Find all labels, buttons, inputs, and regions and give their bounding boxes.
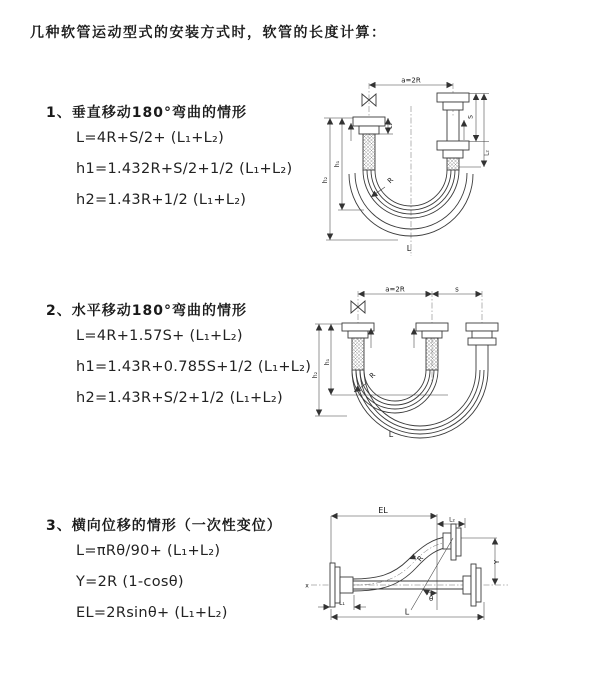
dim-label-l1: L₁ bbox=[387, 123, 394, 129]
dim-label-l: L bbox=[404, 607, 410, 617]
dim-label-l1: L₁ bbox=[339, 600, 345, 607]
angle-arc bbox=[423, 590, 437, 593]
page-title: 几种软管运动型式的安装方式时，软管的长度计算： bbox=[30, 25, 387, 41]
left-union-nut bbox=[342, 323, 374, 331]
section-vertical-180 bbox=[46, 102, 326, 208]
left-flange-plate bbox=[330, 563, 335, 607]
dim-label-l2: L₂ bbox=[449, 516, 455, 524]
right-collar-upper bbox=[443, 102, 463, 110]
el-extension-lines bbox=[331, 514, 465, 610]
dim-label-h1: h₁ bbox=[324, 358, 331, 366]
section-horizontal-180 bbox=[46, 300, 326, 406]
right-stub-fitting bbox=[443, 533, 451, 549]
formula-length: L=πRθ/90+ (L₁+L₂) bbox=[76, 543, 221, 559]
right-union-nut-upper bbox=[437, 93, 469, 102]
dim-label-el: EL bbox=[378, 506, 388, 515]
radius-label: R bbox=[415, 554, 426, 564]
left-collar bbox=[359, 126, 379, 134]
left-stub-fitting bbox=[340, 577, 353, 593]
right-collar bbox=[472, 331, 492, 338]
length-label: L bbox=[406, 244, 412, 253]
angle-label: θ bbox=[429, 595, 434, 603]
right-braided-hose bbox=[447, 158, 459, 170]
left-union-nut bbox=[353, 117, 385, 126]
dim-label-a2r: a=2R bbox=[401, 76, 421, 85]
dim-label-h2: h₂ bbox=[322, 176, 329, 184]
formula-h1: h1=1.43R+0.785S+1/2 (L₁+L₂) bbox=[76, 359, 312, 375]
right-pipe-tube bbox=[476, 345, 488, 370]
left-collar bbox=[348, 331, 368, 338]
diagram-horizontal-180-bend bbox=[303, 278, 600, 468]
formula-y: Y=2R (1-cosθ) bbox=[76, 574, 184, 590]
middle-collar bbox=[422, 331, 442, 338]
left-flange-plate-inner bbox=[335, 567, 340, 603]
diagram-lateral-displacement bbox=[295, 500, 600, 650]
dim-label-l2: L₂ bbox=[483, 150, 491, 156]
formula-el: EL=2Rsinθ+ (L₁+L₂) bbox=[76, 605, 228, 621]
section-3-heading: 3、横向位移的情形（一次性变位） bbox=[46, 518, 282, 534]
hose-u-bend-position-a bbox=[352, 370, 438, 413]
formula-h2: h2=1.43R+S/2+1/2 (L₁+L₂) bbox=[76, 390, 283, 406]
diagram-vertical-180-bend bbox=[312, 70, 592, 262]
section-1-heading: 1、垂直移动180°弯曲的情形 bbox=[46, 105, 247, 121]
dim-label-s: S bbox=[467, 115, 475, 119]
dim-label-h1: h₁ bbox=[334, 160, 341, 168]
right-union-nut-lower bbox=[437, 141, 469, 150]
dim-label-y: Y bbox=[493, 559, 501, 565]
right-union-nut bbox=[466, 323, 498, 331]
length-label: L bbox=[388, 430, 394, 439]
middle-braided-hose bbox=[426, 338, 438, 370]
centerline-mark: x bbox=[305, 582, 309, 590]
radius-label: R bbox=[386, 176, 396, 186]
right-flange-plate bbox=[451, 524, 456, 560]
left-braided-hose bbox=[352, 338, 364, 370]
formula-length: L=4R+S/2+ (L₁+L₂) bbox=[76, 130, 225, 146]
hose-displaced-position bbox=[353, 537, 451, 591]
section-2-heading: 2、水平移动180°弯曲的情形 bbox=[46, 303, 247, 319]
dim-label-h2: h₂ bbox=[312, 371, 319, 379]
middle-union-nut bbox=[416, 323, 448, 331]
radius-label: R bbox=[368, 371, 378, 381]
dim-label-s: s bbox=[455, 285, 459, 294]
right-collar-lower bbox=[468, 338, 496, 345]
dim-label-a2r: a=2R bbox=[385, 285, 405, 294]
right-flange-plate-inner bbox=[456, 528, 461, 556]
formula-h1: h1=1.432R+S/2+1/2 (L₁+L₂) bbox=[76, 161, 293, 177]
section-lateral-displacement bbox=[46, 515, 326, 621]
formula-h2: h2=1.43R+1/2 (L₁+L₂) bbox=[76, 192, 247, 208]
left-braided-hose bbox=[363, 134, 375, 170]
right-collar-lower bbox=[443, 150, 463, 158]
formula-length: L=4R+1.57S+ (L₁+L₂) bbox=[76, 328, 243, 344]
